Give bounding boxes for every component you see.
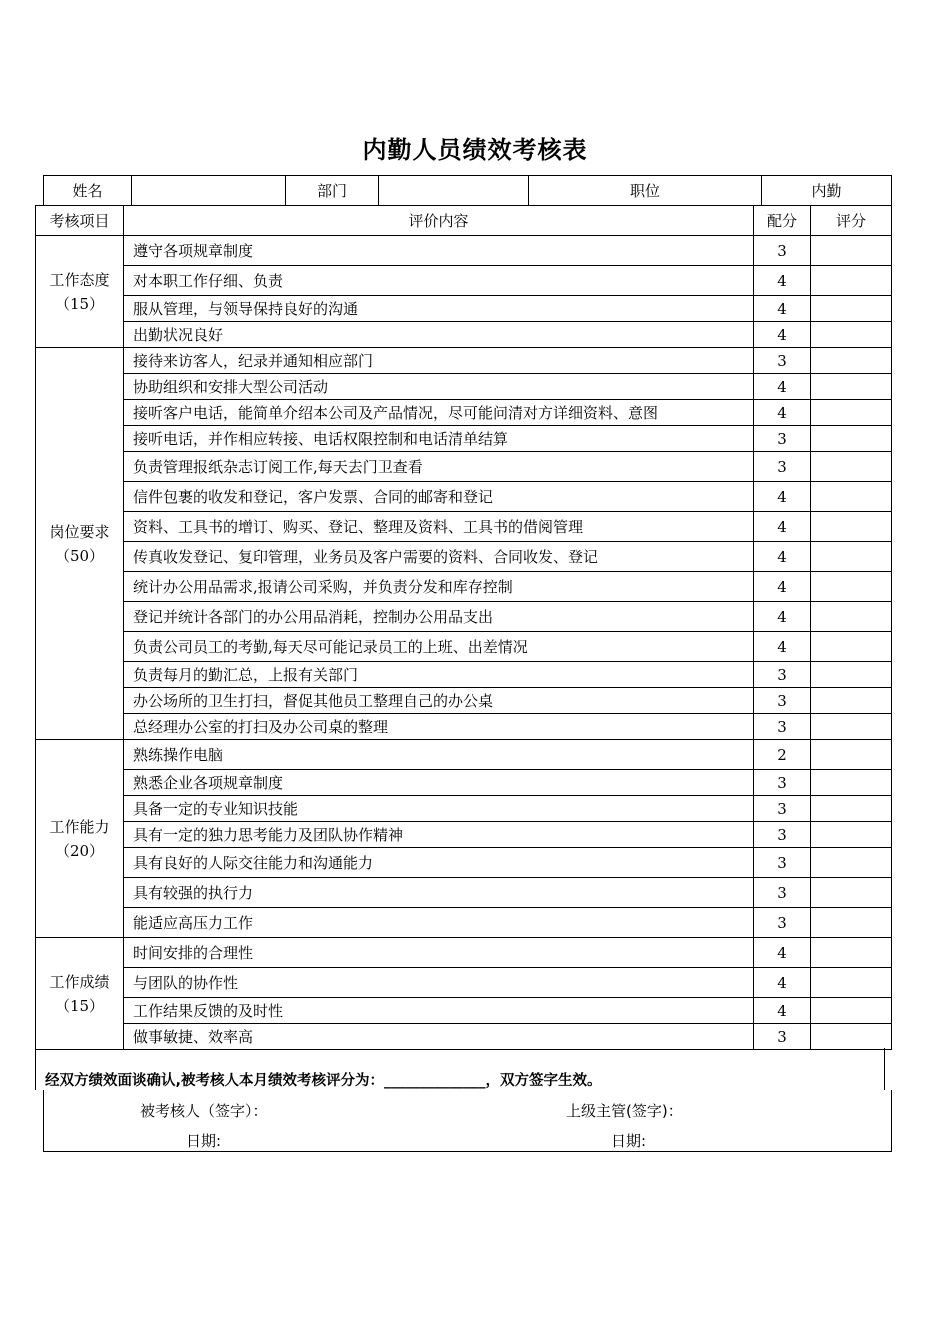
score-field[interactable]	[811, 452, 892, 482]
criterion-weight: 4	[754, 400, 811, 426]
department-field[interactable]	[379, 176, 529, 206]
table-row	[36, 632, 892, 662]
table-row	[36, 452, 892, 482]
criterion-weight: 3	[754, 878, 811, 908]
category-name: 岗位要求	[49, 522, 110, 541]
confirmation-text: 经双方绩效面谈确认,被考核人本月绩效考核评分为：______________，双方签字生效。	[45, 1073, 602, 1089]
score-field[interactable]	[811, 714, 892, 740]
table-row	[36, 796, 892, 822]
score-field[interactable]	[811, 348, 892, 374]
criterion-text: 统计办公用品需求,报请公司采购，并负责分发和库存控制	[124, 572, 754, 602]
header-score: 评分	[811, 206, 892, 236]
criterion-weight: 3	[754, 688, 811, 714]
score-field[interactable]	[811, 796, 892, 822]
criterion-weight: 4	[754, 296, 811, 322]
table-row	[36, 662, 892, 688]
category-name: 工作态度	[49, 270, 110, 289]
score-field[interactable]	[811, 848, 892, 878]
criterion-weight: 3	[754, 426, 811, 452]
criterion-text: 资料、工具书的增订、购买、登记、整理及资料、工具书的借阅管理	[124, 512, 754, 542]
table-row	[36, 542, 892, 572]
criterion-text: 协助组织和安排大型公司活动	[124, 374, 754, 400]
table-row	[36, 688, 892, 714]
score-field[interactable]	[811, 512, 892, 542]
score-field[interactable]	[811, 602, 892, 632]
table-row	[36, 348, 892, 374]
score-field[interactable]	[811, 236, 892, 266]
score-field[interactable]	[811, 770, 892, 796]
score-field[interactable]	[811, 374, 892, 400]
criterion-weight: 4	[754, 482, 811, 512]
score-field[interactable]	[811, 266, 892, 296]
category-name: 工作能力	[49, 817, 110, 836]
score-field[interactable]	[811, 878, 892, 908]
header-content: 评价内容	[124, 206, 754, 236]
score-field[interactable]	[811, 1024, 892, 1050]
criterion-text: 与团队的协作性	[124, 968, 754, 998]
score-field[interactable]	[811, 740, 892, 770]
criterion-text: 总经理办公室的打扫及办公司桌的整理	[124, 714, 754, 740]
score-field[interactable]	[811, 938, 892, 968]
table-row	[36, 714, 892, 740]
criterion-text: 工作结果反馈的及时性	[124, 998, 754, 1024]
criterion-weight: 3	[754, 236, 811, 266]
criterion-text: 做事敏捷、效率高	[124, 1024, 754, 1050]
category-cell	[36, 348, 124, 740]
score-field[interactable]	[811, 296, 892, 322]
table-row	[36, 878, 892, 908]
score-field[interactable]	[811, 822, 892, 848]
score-field[interactable]	[811, 426, 892, 452]
criterion-text: 负责公司员工的考勤,每天尽可能记录员工的上班、出差情况	[124, 632, 754, 662]
table-row	[36, 822, 892, 848]
table-row	[36, 400, 892, 426]
score-field[interactable]	[811, 482, 892, 512]
category-total: （15）	[54, 294, 105, 313]
criterion-weight: 3	[754, 796, 811, 822]
category-cell	[36, 938, 124, 1050]
criterion-text: 具备一定的专业知识技能	[124, 796, 754, 822]
criterion-weight: 4	[754, 968, 811, 998]
criterion-weight: 4	[754, 322, 811, 348]
category-total: （15）	[54, 996, 105, 1015]
criterion-weight: 3	[754, 770, 811, 796]
score-field[interactable]	[811, 400, 892, 426]
criterion-weight: 3	[754, 714, 811, 740]
table-row	[36, 740, 892, 770]
criterion-text: 熟悉企业各项规章制度	[124, 770, 754, 796]
table-row	[36, 572, 892, 602]
criterion-text: 出勤状况良好	[124, 322, 754, 348]
criterion-text: 办公场所的卫生打扫，督促其他员工整理自己的办公桌	[124, 688, 754, 714]
criterion-text: 服从管理，与领导保持良好的沟通	[124, 296, 754, 322]
criterion-text: 接听客户电话，能简单介绍本公司及产品情况，尽可能问清对方详细资料、意图	[124, 400, 754, 426]
assessment-table	[35, 205, 892, 1050]
category-name: 工作成绩	[49, 972, 110, 991]
table-row	[36, 602, 892, 632]
criterion-text: 传真收发登记、复印管理，业务员及客户需要的资料、合同收发、登记	[124, 542, 754, 572]
criterion-text: 时间安排的合理性	[124, 938, 754, 968]
criterion-weight: 4	[754, 602, 811, 632]
criterion-text: 接听电话，并作相应转接、电话权限控制和电话清单结算	[124, 426, 754, 452]
table-row	[36, 848, 892, 878]
criterion-text: 具有较强的执行力	[124, 878, 754, 908]
criterion-weight: 4	[754, 572, 811, 602]
criterion-weight: 3	[754, 452, 811, 482]
name-label: 姓名	[44, 176, 132, 206]
supervisor-signature-label: 上级主管(签字)：	[566, 1102, 683, 1120]
criterion-weight: 4	[754, 266, 811, 296]
table-row	[36, 236, 892, 266]
score-field[interactable]	[811, 662, 892, 688]
criterion-text: 具有良好的人际交往能力和沟通能力	[124, 848, 754, 878]
table-row	[36, 998, 892, 1024]
criterion-text: 遵守各项规章制度	[124, 236, 754, 266]
name-field[interactable]	[132, 176, 286, 206]
criterion-weight: 3	[754, 1024, 811, 1050]
table-row	[36, 938, 892, 968]
page-title: 内勤人员绩效考核表	[362, 136, 588, 164]
criterion-weight: 2	[754, 740, 811, 770]
category-total: （50）	[54, 546, 105, 565]
assessee-signature-label: 被考核人（签字）：	[140, 1102, 268, 1120]
assessee-date-label: 日期:	[186, 1132, 222, 1150]
criterion-text: 登记并统计各部门的办公用品消耗，控制办公用品支出	[124, 602, 754, 632]
score-field[interactable]	[811, 572, 892, 602]
criterion-weight: 3	[754, 822, 811, 848]
criterion-weight: 3	[754, 662, 811, 688]
criterion-weight: 4	[754, 512, 811, 542]
criterion-weight: 4	[754, 374, 811, 400]
department-label: 部门	[286, 176, 379, 206]
position-value: 内勤	[762, 176, 892, 206]
category-total: （20）	[54, 841, 105, 860]
criterion-text: 能适应高压力工作	[124, 908, 754, 938]
table-row	[36, 908, 892, 938]
table-row	[36, 482, 892, 512]
table-row	[36, 1024, 892, 1050]
criterion-weight: 3	[754, 908, 811, 938]
criterion-weight: 4	[754, 998, 811, 1024]
table-row	[36, 512, 892, 542]
category-cell	[36, 740, 124, 938]
table-row	[36, 266, 892, 296]
score-field[interactable]	[811, 542, 892, 572]
header-weight: 配分	[754, 206, 811, 236]
score-field[interactable]	[811, 322, 892, 348]
table-row	[36, 296, 892, 322]
score-field[interactable]	[811, 968, 892, 998]
criterion-weight: 4	[754, 632, 811, 662]
table-row	[36, 426, 892, 452]
score-field[interactable]	[811, 908, 892, 938]
criterion-text: 对本职工作仔细、负责	[124, 266, 754, 296]
criterion-weight: 4	[754, 542, 811, 572]
table-row	[36, 374, 892, 400]
table-row	[36, 322, 892, 348]
header-item: 考核项目	[36, 206, 124, 236]
table-row	[36, 968, 892, 998]
score-field[interactable]	[811, 632, 892, 662]
criterion-weight: 4	[754, 938, 811, 968]
position-label: 职位	[529, 176, 762, 206]
criterion-text: 接待来访客人，纪录并通知相应部门	[124, 348, 754, 374]
criterion-weight: 3	[754, 348, 811, 374]
table-row	[36, 770, 892, 796]
criterion-text: 信件包裹的收发和登记，客户发票、合同的邮寄和登记	[124, 482, 754, 512]
criterion-text: 负责每月的勤汇总，上报有关部门	[124, 662, 754, 688]
criterion-weight: 3	[754, 848, 811, 878]
supervisor-date-label: 日期:	[611, 1132, 647, 1150]
employee-info-table	[43, 175, 892, 206]
score-field[interactable]	[811, 998, 892, 1024]
category-cell	[36, 236, 124, 348]
criterion-text: 具有一定的独力思考能力及团队协作精神	[124, 822, 754, 848]
criterion-text: 熟练操作电脑	[124, 740, 754, 770]
score-field[interactable]	[811, 688, 892, 714]
criterion-text: 负责管理报纸杂志订阅工作,每天去门卫查看	[124, 452, 754, 482]
